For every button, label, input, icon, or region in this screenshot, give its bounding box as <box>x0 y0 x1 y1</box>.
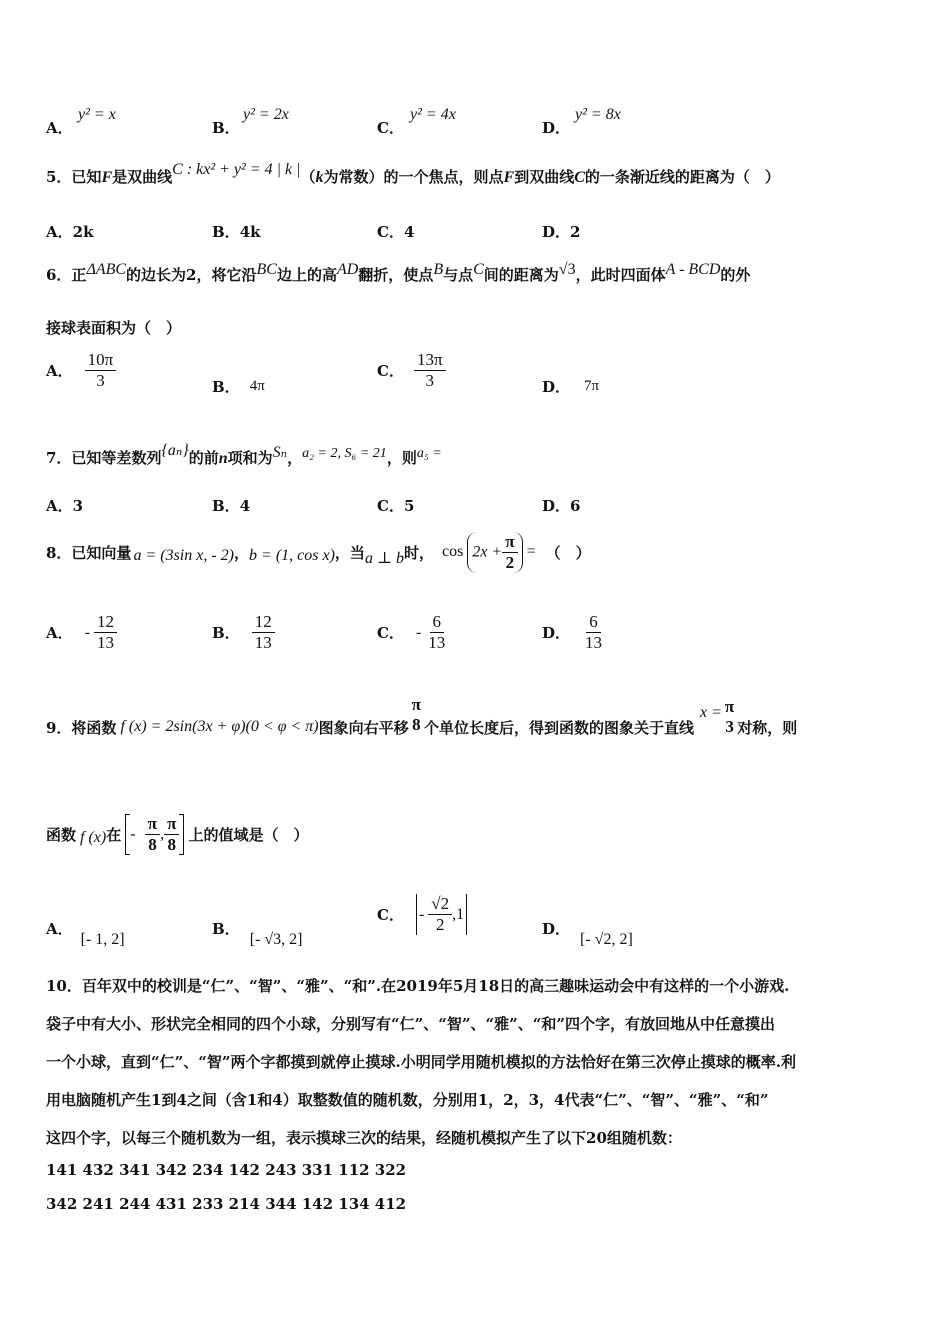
question-10 <box>46 967 916 1157</box>
q10-line-3: 一个小球，直到“仁”、“智”两个字都摸到就停止摸球.小明同学用随机模拟的方法恰好在第三次停止摸球的概率.利 <box>46 1053 796 1071</box>
q6-option-a: A． $\frac{10\pi}{3}$ <box>46 350 116 391</box>
q5-curve: C : kx² + y² = 4 | k | <box>172 161 301 178</box>
q9-option-c: C． - $\frac{√2}{2}$ ,1 <box>377 894 467 935</box>
q5-prefix: 5．已知 <box>46 168 102 186</box>
q10-line-1: 10．百年双中的校训是“仁”、“智”、“雅”、“和”.在2019年5月18日的高三趣味运动会中有这样的一个小游戏. <box>46 977 790 995</box>
q5-mid4: 到双曲线 <box>514 168 575 186</box>
q6-option-d: D． 7π <box>542 378 600 396</box>
q4-option-c-label: C． <box>377 119 404 137</box>
q4-option-d-label: D． <box>542 119 571 137</box>
q7-option-d: D．6 <box>542 497 581 515</box>
q5-option-a: A．2k <box>46 223 94 241</box>
q9-option-a: A． [- 1, 2] <box>46 920 125 948</box>
q5-mid1: 是双曲线 <box>112 168 173 186</box>
q5-mid2: （ <box>300 168 316 186</box>
question-8: 8．已知向量 a = (3sin x, - 2) ， b = (1, cos x) ，当 a ⊥ b 时， cos 2x + $\frac{\pi}{2}$ = （ ） <box>46 531 591 572</box>
question-5 <box>46 161 780 187</box>
question-9: 9．将函数 f (x) = 2sin(3x + φ)(0 < φ < π) 图象向右平移 π 8 个单位长度后，得到函数的图象关于直线 x = π 3 对称，则 <box>46 695 798 737</box>
q5-k: k <box>315 169 324 186</box>
q4-option-b-label: B． <box>212 119 240 137</box>
q9-option-d: D． [- √2, 2] <box>542 920 633 948</box>
q7-option-c: C．5 <box>377 497 415 515</box>
q4-option-a-label: A． <box>46 119 73 137</box>
question-6: 6．正ΔABC的边长为2，将它沿BC边上的高AD翻折，使点B与点C间的距离为√3，此时四面体A - BCD的外 <box>46 261 751 284</box>
q7-option-a: A．3 <box>46 497 84 515</box>
q10-random-numbers-2: 342 241 244 431 233 214 344 142 134 412 <box>46 1195 407 1213</box>
q10-random-numbers-1: 141 432 341 342 234 142 243 331 112 322 <box>46 1161 407 1179</box>
q5-c: C <box>574 169 585 186</box>
q8-option-b: B． $\frac{12}{13}$ <box>212 612 275 653</box>
q5-tail: 的一条渐近线的距离为（ ） <box>584 168 780 186</box>
q5-option-c: C．4 <box>377 223 415 241</box>
q8-option-d: D． $\frac{6}{13}$ <box>542 612 603 652</box>
q5-f: F <box>101 169 113 186</box>
q5-option-b: B．4k <box>212 223 261 241</box>
q9-option-b: B． [- √3, 2] <box>212 920 303 948</box>
q6-triangle: ΔABC <box>86 261 127 278</box>
q4-option-d-expr: y² = 8x <box>575 106 621 123</box>
q5-f2: F <box>503 169 515 186</box>
question-7: 7．已知等差数列{aₙ}的前n项和为Sₙ，a₂ = 2, S₆ = 21，则a₅ = <box>46 442 442 467</box>
q7-option-b: B．4 <box>212 497 251 515</box>
q10-line-2: 袋子中有大小、形状完全相同的四个小球，分别写有“仁”、“智”、“雅”、“和”四个字，有放回地从中任意摸出 <box>46 1015 776 1033</box>
q4-option-b-expr: y² = 2x <box>243 106 289 123</box>
q6-option-c: C． $\frac{13\pi}{3}$ <box>377 350 446 391</box>
q5-option-d: D．2 <box>542 223 581 241</box>
q6-option-b: B． 4π <box>212 378 265 396</box>
q8-option-a: A． - $\frac{12}{13}$ <box>46 612 117 653</box>
q10-line-5: 这四个字，以每三个随机数为一组，表示摸球三次的结果，经随机模拟产生了以下20组随机数： <box>46 1129 682 1147</box>
q4-option-a-expr: y² = x <box>78 106 116 123</box>
q5-mid3: 为常数）的一个焦点，则点 <box>323 168 504 186</box>
q4-option-c-expr: y² = 4x <box>410 106 456 123</box>
q8-option-c: C． - $\frac{6}{13}$ <box>377 612 446 652</box>
q9-line2: 函数 f (x) 在 - $\frac{\pi}{8}$ , $\frac{\pi}{8}$ 上的值域是（ ） <box>46 813 309 854</box>
q10-line-4: 用电脑随机产生1到4之间（含1和4）取整数值的随机数，分别用1，2，3，4代表“仁”、“智”、“雅”、“和” <box>46 1091 769 1109</box>
q6-line2: 接球表面积为（ ） <box>46 319 182 337</box>
